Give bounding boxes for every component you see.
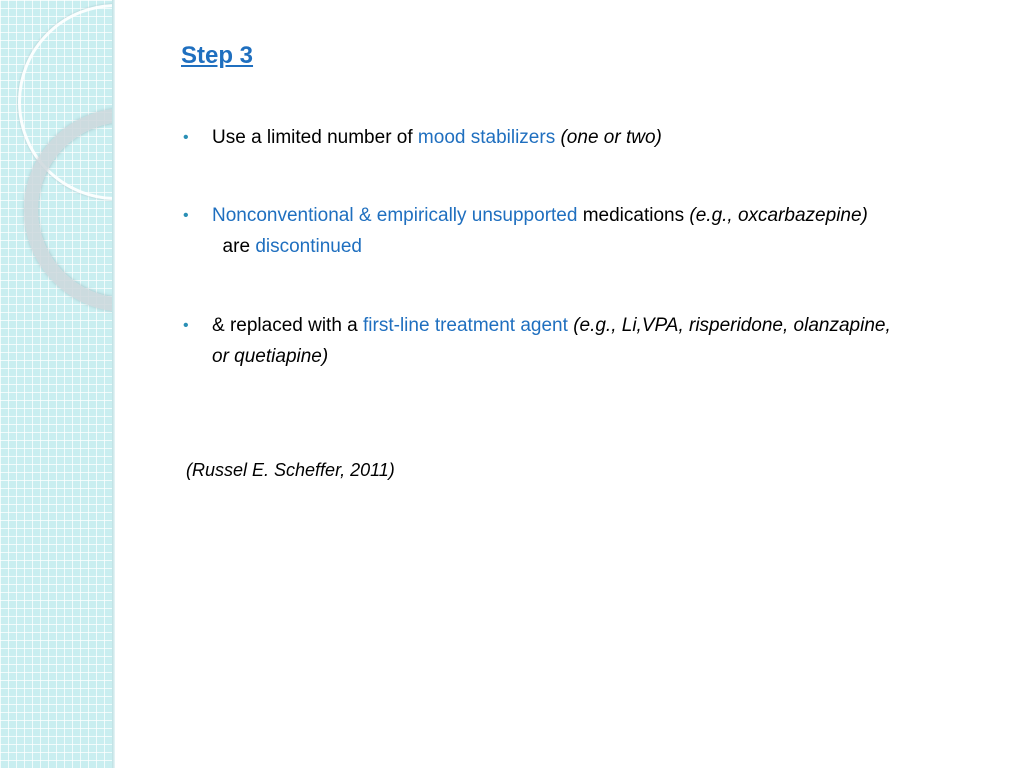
bullet-text-highlight: discontinued bbox=[255, 236, 363, 257]
bullet-text-plain: are bbox=[212, 236, 256, 257]
bullet-text-highlight: Nonconventional & empirically unsupported bbox=[212, 205, 578, 226]
bullet-dot-icon: • bbox=[183, 129, 189, 146]
bullet-text-plain: medications bbox=[577, 205, 690, 226]
bullet-dot-icon: • bbox=[183, 317, 189, 334]
side-band-edge bbox=[112, 0, 115, 768]
bullet-text-italic: (one or two) bbox=[560, 127, 662, 148]
bullet-text-italic: (e.g., oxcarbazepine) bbox=[689, 205, 868, 226]
bullet-text bbox=[212, 310, 902, 372]
bullet-dot-icon: • bbox=[183, 207, 189, 224]
bullet-text-highlight: mood stabilizers bbox=[417, 127, 556, 148]
bullet-text bbox=[212, 200, 902, 262]
slide-title: Step 3 bbox=[181, 42, 254, 69]
bullet-text-plain: & replaced with a bbox=[212, 315, 364, 336]
bullet-text-highlight: first-line treatment agent bbox=[363, 315, 568, 336]
bullet-text-plain: Use a limited number of bbox=[212, 127, 418, 148]
citation: (Russel E. Scheffer, 2011) bbox=[186, 460, 395, 480]
decorative-side-band bbox=[0, 0, 112, 768]
bullet-text bbox=[212, 122, 902, 153]
bullet-text-italic: (e.g., Li,VPA, risperidone, olanzapine, or quetiapine) bbox=[212, 315, 891, 367]
